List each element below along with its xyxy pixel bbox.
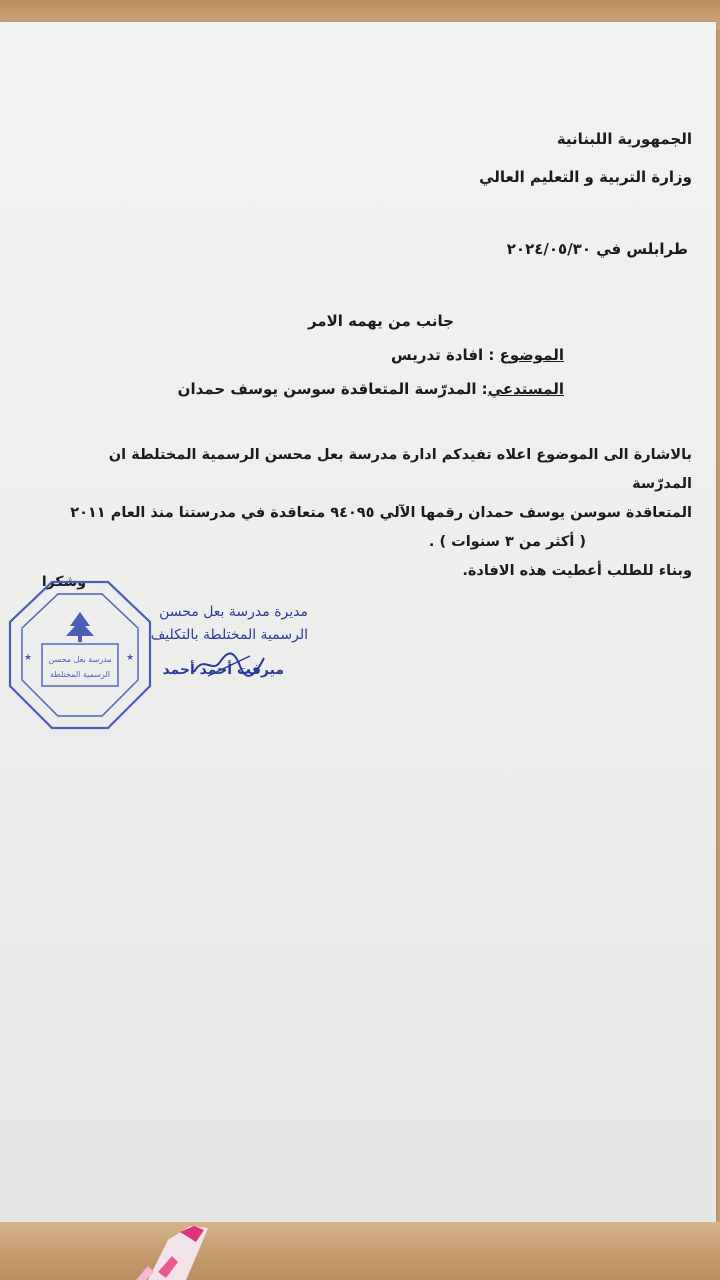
signature-title-1: مديرة مدرسة بعل محسن <box>159 604 308 620</box>
pink-tape-icon <box>128 1222 218 1280</box>
closing-thanks: وشكرا <box>41 574 86 590</box>
signature-name: ميرفت أحمد أحمد <box>162 662 284 678</box>
cedar-icon <box>66 612 94 642</box>
stamp-star-left: ★ <box>24 653 33 663</box>
desk-surface-bottom <box>0 1222 720 1280</box>
requester-value: : المدرّسة المتعاقدة سوسن يوسف حمدان <box>177 380 488 398</box>
letterhead-republic: الجمهورية اللبنانية <box>556 130 692 148</box>
addressee: جانب من يهمه الامر <box>307 312 454 330</box>
stamp-star-right: ★ <box>126 653 135 663</box>
body-line-1: بالاشارة الى الموضوع اعلاه تفيدكم ادارة مدرسة بعل محسن الرسمية المختلطة ان المدرّسة <box>108 447 692 492</box>
stamp-inner-frame <box>42 644 118 686</box>
subject-value: : افادة تدريس <box>391 346 500 364</box>
body-line-4: وبناء للطلب أعطيت هذه الافادة. <box>462 563 692 579</box>
stamp-inner-line-1: مدرسة بعل محسن <box>48 655 112 664</box>
signature-title-2: الرسمية المختلطة بالتكليف <box>150 627 308 643</box>
subject-line <box>391 346 564 364</box>
official-stamp <box>0 576 160 736</box>
body-line-2: المتعاقدة سوسن يوسف حمدان رقمها الآلي ٩٤٠٩٥ متعاقدة في مدرستنا منذ العام ٢٠١١ <box>70 505 692 521</box>
place-date: طرابلس في ٢٠٢٤/٠٥/٣٠ <box>506 240 688 258</box>
body-line-3: ( أكثر من ٣ سنوات ) . <box>428 534 586 550</box>
letterhead-ministry: وزارة التربية و التعليم العالي <box>479 168 692 186</box>
body-paragraph <box>52 441 692 586</box>
requester-label: المستدعي <box>487 380 564 398</box>
subject-label: الموضوع <box>499 346 564 364</box>
requester-line <box>178 380 564 398</box>
stamp-inner-line-2: الرسمية المختلطة <box>49 670 111 679</box>
handwritten-signature <box>190 644 270 684</box>
